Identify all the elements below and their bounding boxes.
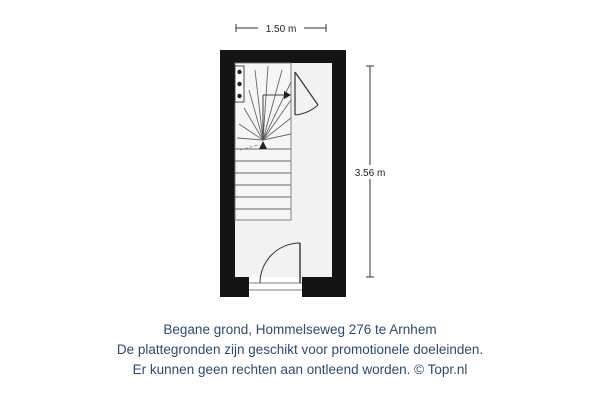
caption-copyright: Er kunnen geen rechten aan ontleend worden. © Topr.nl bbox=[132, 362, 468, 377]
height-dimension bbox=[350, 66, 390, 277]
meter-symbols bbox=[235, 66, 244, 102]
caption-address: Begane grond, Hommelseweg 276 te Arnhem bbox=[163, 322, 437, 337]
width-label: 1.50 m bbox=[265, 24, 297, 35]
width-dimension bbox=[236, 20, 326, 35]
entrance-opening bbox=[249, 277, 302, 297]
caption-disclaimer: De plattegronden zijn geschikt voor promotionele doeleinden. bbox=[116, 342, 484, 357]
height-label: 3.56 m bbox=[354, 168, 386, 179]
